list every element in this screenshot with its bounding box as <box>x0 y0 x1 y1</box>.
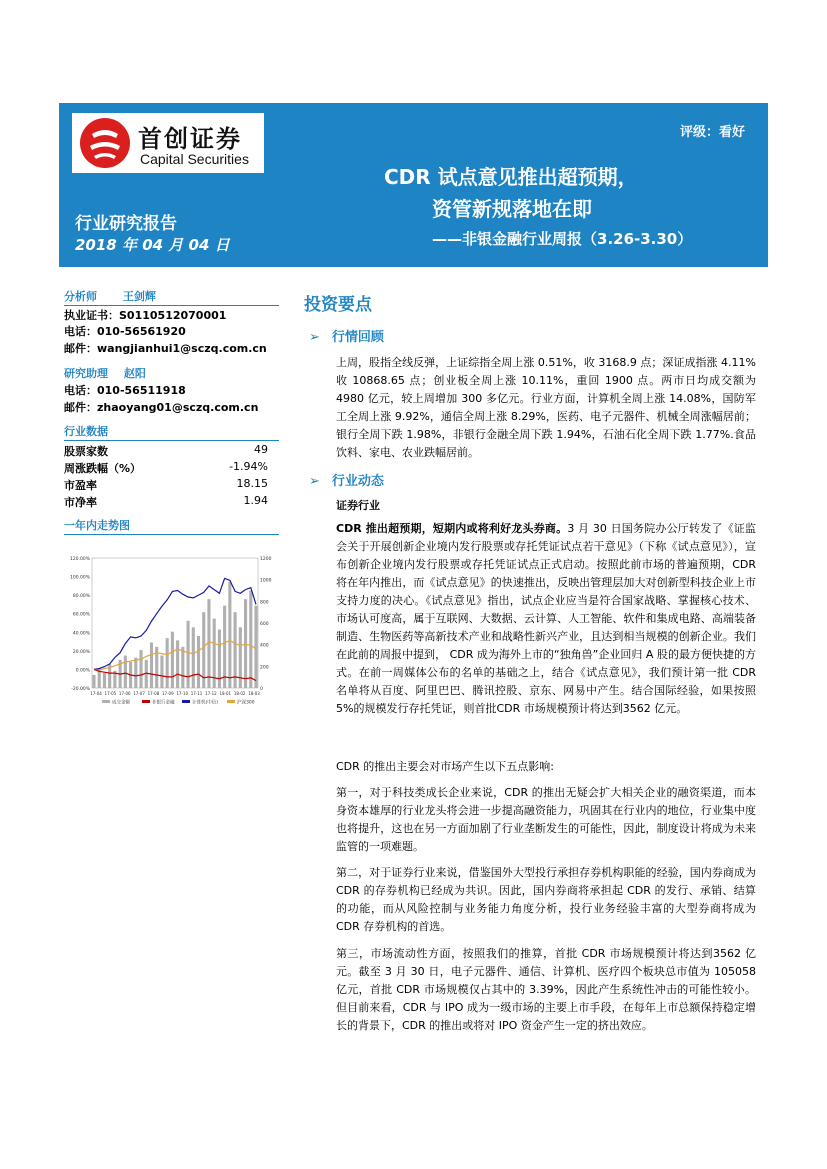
industry-row: 股票家数 49 <box>64 443 268 458</box>
market-review-text: 上周，股指全线反弹，上证综指全周上涨 0.51%，收 3168.9 点；深证成指涨 4.11%收 10868.65 点；创业板全周上涨 10.11%，重回 1900 点。两市日均成交额为 4980 亿元，较上周增加 300 多亿元。行业方面，计算机全周上涨 14.08%，国防军工全周上涨 9.92%，通信全周上涨 8.29%，医药、电子元器件、机械全周涨幅居前；银行全周下跌 1.98%，非银行金融全周下跌 1.94%，石油石化全周下跌 1.77%.食品饮料、家电、农业跌幅居前。 <box>336 356 756 459</box>
report-date: 2018 年 04 月 04 日 <box>75 236 230 254</box>
y-left-tick-label: 60.00% <box>72 612 90 618</box>
impact-point-2: 第二，对于证券行业来说，借鉴国外大型投行承担存券机构职能的经验，国内券商成为 CDR 的存券机构已经成为共识。因此，国内券商将承担起 CDR 的发行、承销、结算的功能，而从风险控制与业务能力角度分析，投行业务经验丰富的大型券商将成为 CDR 存券机构的首选。 <box>336 866 756 933</box>
legend-swatch <box>142 700 150 703</box>
logo-chinese-name: 首创证券 <box>138 124 242 153</box>
series-line <box>94 641 256 671</box>
volume-bar <box>150 643 153 689</box>
x-tick-label: 17-07 <box>133 691 145 696</box>
legend-swatch <box>182 700 190 703</box>
y-right-tick-label: 0 <box>260 687 263 692</box>
x-tick-label: 17-06 <box>118 691 131 696</box>
trend-chart-heading: 一年内走势图 <box>64 519 130 532</box>
report-type: 行业研究报告 <box>75 214 177 234</box>
y-left-tick-label: 40.00% <box>72 631 90 637</box>
report-title-line1: CDR 试点意见推出超预期， <box>384 165 638 189</box>
cdr-paragraph: CDR 推出超预期，短期内或将利好龙头券商。3 月 30 日国务院办公厅转发了《证监会关于开展创新企业境内发行股票或存托凭证试点若干意见》（下称《试点意见》），宣布创新企业境内发行股票或存托凭证试点正式启动。按照此前市场的普遍预期，CDR 将在年内推出，而《试点意见》的快速推出，反映出管理层加大对创新型科技企业上市支持力度的决心。《试点意见》指出，试点企业应当是符合国家战略、掌握核心技术、市场认可度高，属于互联网、大数据、云计算、人工智能、软件和集成电路、高端装备制造、生物医药等高新技术产业和战略性新兴产业，且达到相当规模的创新企业。我们在此前的周报中提到， CDR 成为海外上市的“独角兽”企业回归 A 股的最方便快捷的方式。在前一周媒体公布的名单的基础之上，结合《试点意见》，我们预计第一批 CDR 名单将从百度、阿里巴巴、腾讯控股、京东、网易中产生。结合国际经验，如果按照 5%的规模发行存托凭证，则首批CDR 市场规模预计将达到3562 亿元。 <box>336 522 756 715</box>
assistant-label: 研究助理 <box>64 367 108 380</box>
y-left-tick-label: 100.00% <box>69 575 90 581</box>
volume-bar <box>160 656 163 689</box>
assistant-heading <box>64 365 146 381</box>
y-right-tick-label: 1200 <box>260 557 272 562</box>
volume-bar <box>134 658 137 688</box>
divider <box>64 534 279 535</box>
volume-bar <box>139 650 142 688</box>
x-tick-label: 17-09 <box>162 691 174 696</box>
securities-industry-subheading: 证券行业 <box>336 499 380 512</box>
assistant-email[interactable]: 邮件：zhaoyang01@sczq.com.cn <box>64 401 259 414</box>
industry-row: 周涨跌幅（%） -1.94% <box>64 460 268 475</box>
rating: 评级：看好 <box>679 125 745 140</box>
assistant-name: 赵阳 <box>123 367 146 380</box>
y-left-tick-label: 20.00% <box>72 649 90 655</box>
industry-row: 市盈率 18.15 <box>64 477 268 492</box>
logo-mark-icon <box>78 116 132 170</box>
x-tick-label: 18-01 <box>219 691 232 696</box>
y-right-tick-label: 400 <box>260 643 269 649</box>
x-tick-label: 17-08 <box>147 691 160 696</box>
legend-label: 计算机(中信) <box>192 700 219 706</box>
plot-frame <box>92 558 258 688</box>
y-right-tick-label: 800 <box>260 600 269 606</box>
analyst-label: 分析师 <box>64 290 97 303</box>
volume-bar <box>192 627 195 688</box>
analyst-heading <box>64 288 156 304</box>
analyst-name: 王剑辉 <box>122 290 156 303</box>
arrow-right-icon: ➢ <box>309 330 320 345</box>
analyst-email[interactable]: 邮件：wangjianhui1@sczq.com.cn <box>64 342 267 355</box>
y-left-tick-label: 80.00% <box>72 594 90 600</box>
volume-bar <box>197 636 200 688</box>
legend-label: 沪深300 <box>237 700 255 706</box>
y-left-tick-label: -20.00% <box>71 687 90 692</box>
x-tick-label: 17-11 <box>190 691 203 696</box>
x-tick-label: 18-03 <box>248 691 260 696</box>
market-review-heading: ➢ 行情回顾 <box>309 330 384 345</box>
legend-label: 非银行金融 <box>152 700 175 706</box>
analyst-phone: 电话：010-56561920 <box>64 325 186 338</box>
divider <box>64 305 279 306</box>
y-left-tick-label: 120.00% <box>69 557 90 562</box>
industry-row: 市净率 1.94 <box>64 494 268 509</box>
legend-swatch <box>102 700 110 703</box>
x-tick-label: 18-02 <box>233 691 246 696</box>
industry-news-heading: ➢ 行业动态 <box>309 474 384 489</box>
investment-highlights-heading: 投资要点 <box>304 295 372 315</box>
report-subtitle: ——非银金融行业周报（3.26-3.30） <box>432 230 693 248</box>
x-tick-label: 17-04 <box>90 691 102 696</box>
industry-data-heading: 行业数据 <box>64 425 108 438</box>
cdr-lead: CDR 推出超预期，短期内或将利好龙头券商。 <box>336 522 568 535</box>
volume-bar <box>249 591 252 689</box>
volume-bar <box>239 627 242 688</box>
y-right-tick-label: 1000 <box>260 578 272 584</box>
x-tick-label: 17-10 <box>176 691 188 696</box>
y-left-tick-label: 0.00% <box>75 668 90 674</box>
volume-bar <box>166 638 169 688</box>
volume-bar <box>187 621 190 688</box>
volume-bar <box>171 632 174 688</box>
one-year-trend-chart <box>64 552 278 712</box>
series-line <box>94 669 256 680</box>
legend-swatch <box>227 700 235 703</box>
logo-english-name: Capital Securities <box>140 151 249 167</box>
volume-bar <box>223 606 226 688</box>
company-logo <box>72 113 264 173</box>
volume-bar <box>244 599 247 688</box>
analyst-cert: 执业证书：S0110512070001 <box>64 309 227 322</box>
cdr-impact-intro: CDR 的推出主要会对市场产生以下五点影响: <box>336 760 554 773</box>
volume-bar <box>176 640 179 688</box>
volume-bar <box>124 656 127 689</box>
x-tick-label: 17-05 <box>104 691 117 696</box>
x-tick-label: 17-12 <box>205 691 217 696</box>
volume-bar <box>228 582 231 688</box>
volume-bar <box>181 647 184 688</box>
y-right-tick-label: 200 <box>260 665 269 671</box>
volume-bar <box>92 675 95 688</box>
impact-point-3: 第三，市场流动性方面，按照我们的推算，首批 CDR 市场规模预计将达到3562 亿元。截至 3 月 30 日，电子元器件、通信、计算机、医疗四个板块总市值为 105058 亿元，首批 CDR 市场规模仅占其中的 3.39%，因此产生系统性冲击的可能性较小。但目前来看，CDR 与 IPO 成为一级市场的主要上市手段，在每年上市总额保持稳定增长的背景下，CDR 的推出或将对 IPO 资金产生一定的挤出效应。 <box>336 947 756 1032</box>
assistant-phone: 电话：010-56511918 <box>64 384 186 397</box>
arrow-right-icon: ➢ <box>309 474 320 489</box>
volume-bar <box>254 606 257 688</box>
impact-point-1: 第一，对于科技类成长企业来说，CDR 的推出无疑会扩大相关企业的融资渠道，而本身资本雄厚的行业龙头将会进一步提高融资能力，巩固其在行业内的地位，行业集中度也将提升，这也在另一方面加剧了行业垄断发生的可能性，因此，制度设计将成为未来监管的一项难题。 <box>336 786 756 853</box>
report-title-line2: 资管新规落地在即 <box>432 197 592 221</box>
divider <box>64 440 279 441</box>
volume-bar <box>103 673 106 688</box>
y-right-tick-label: 600 <box>260 622 269 627</box>
legend-label: 成交金额 <box>112 700 130 706</box>
series-line <box>94 578 256 669</box>
